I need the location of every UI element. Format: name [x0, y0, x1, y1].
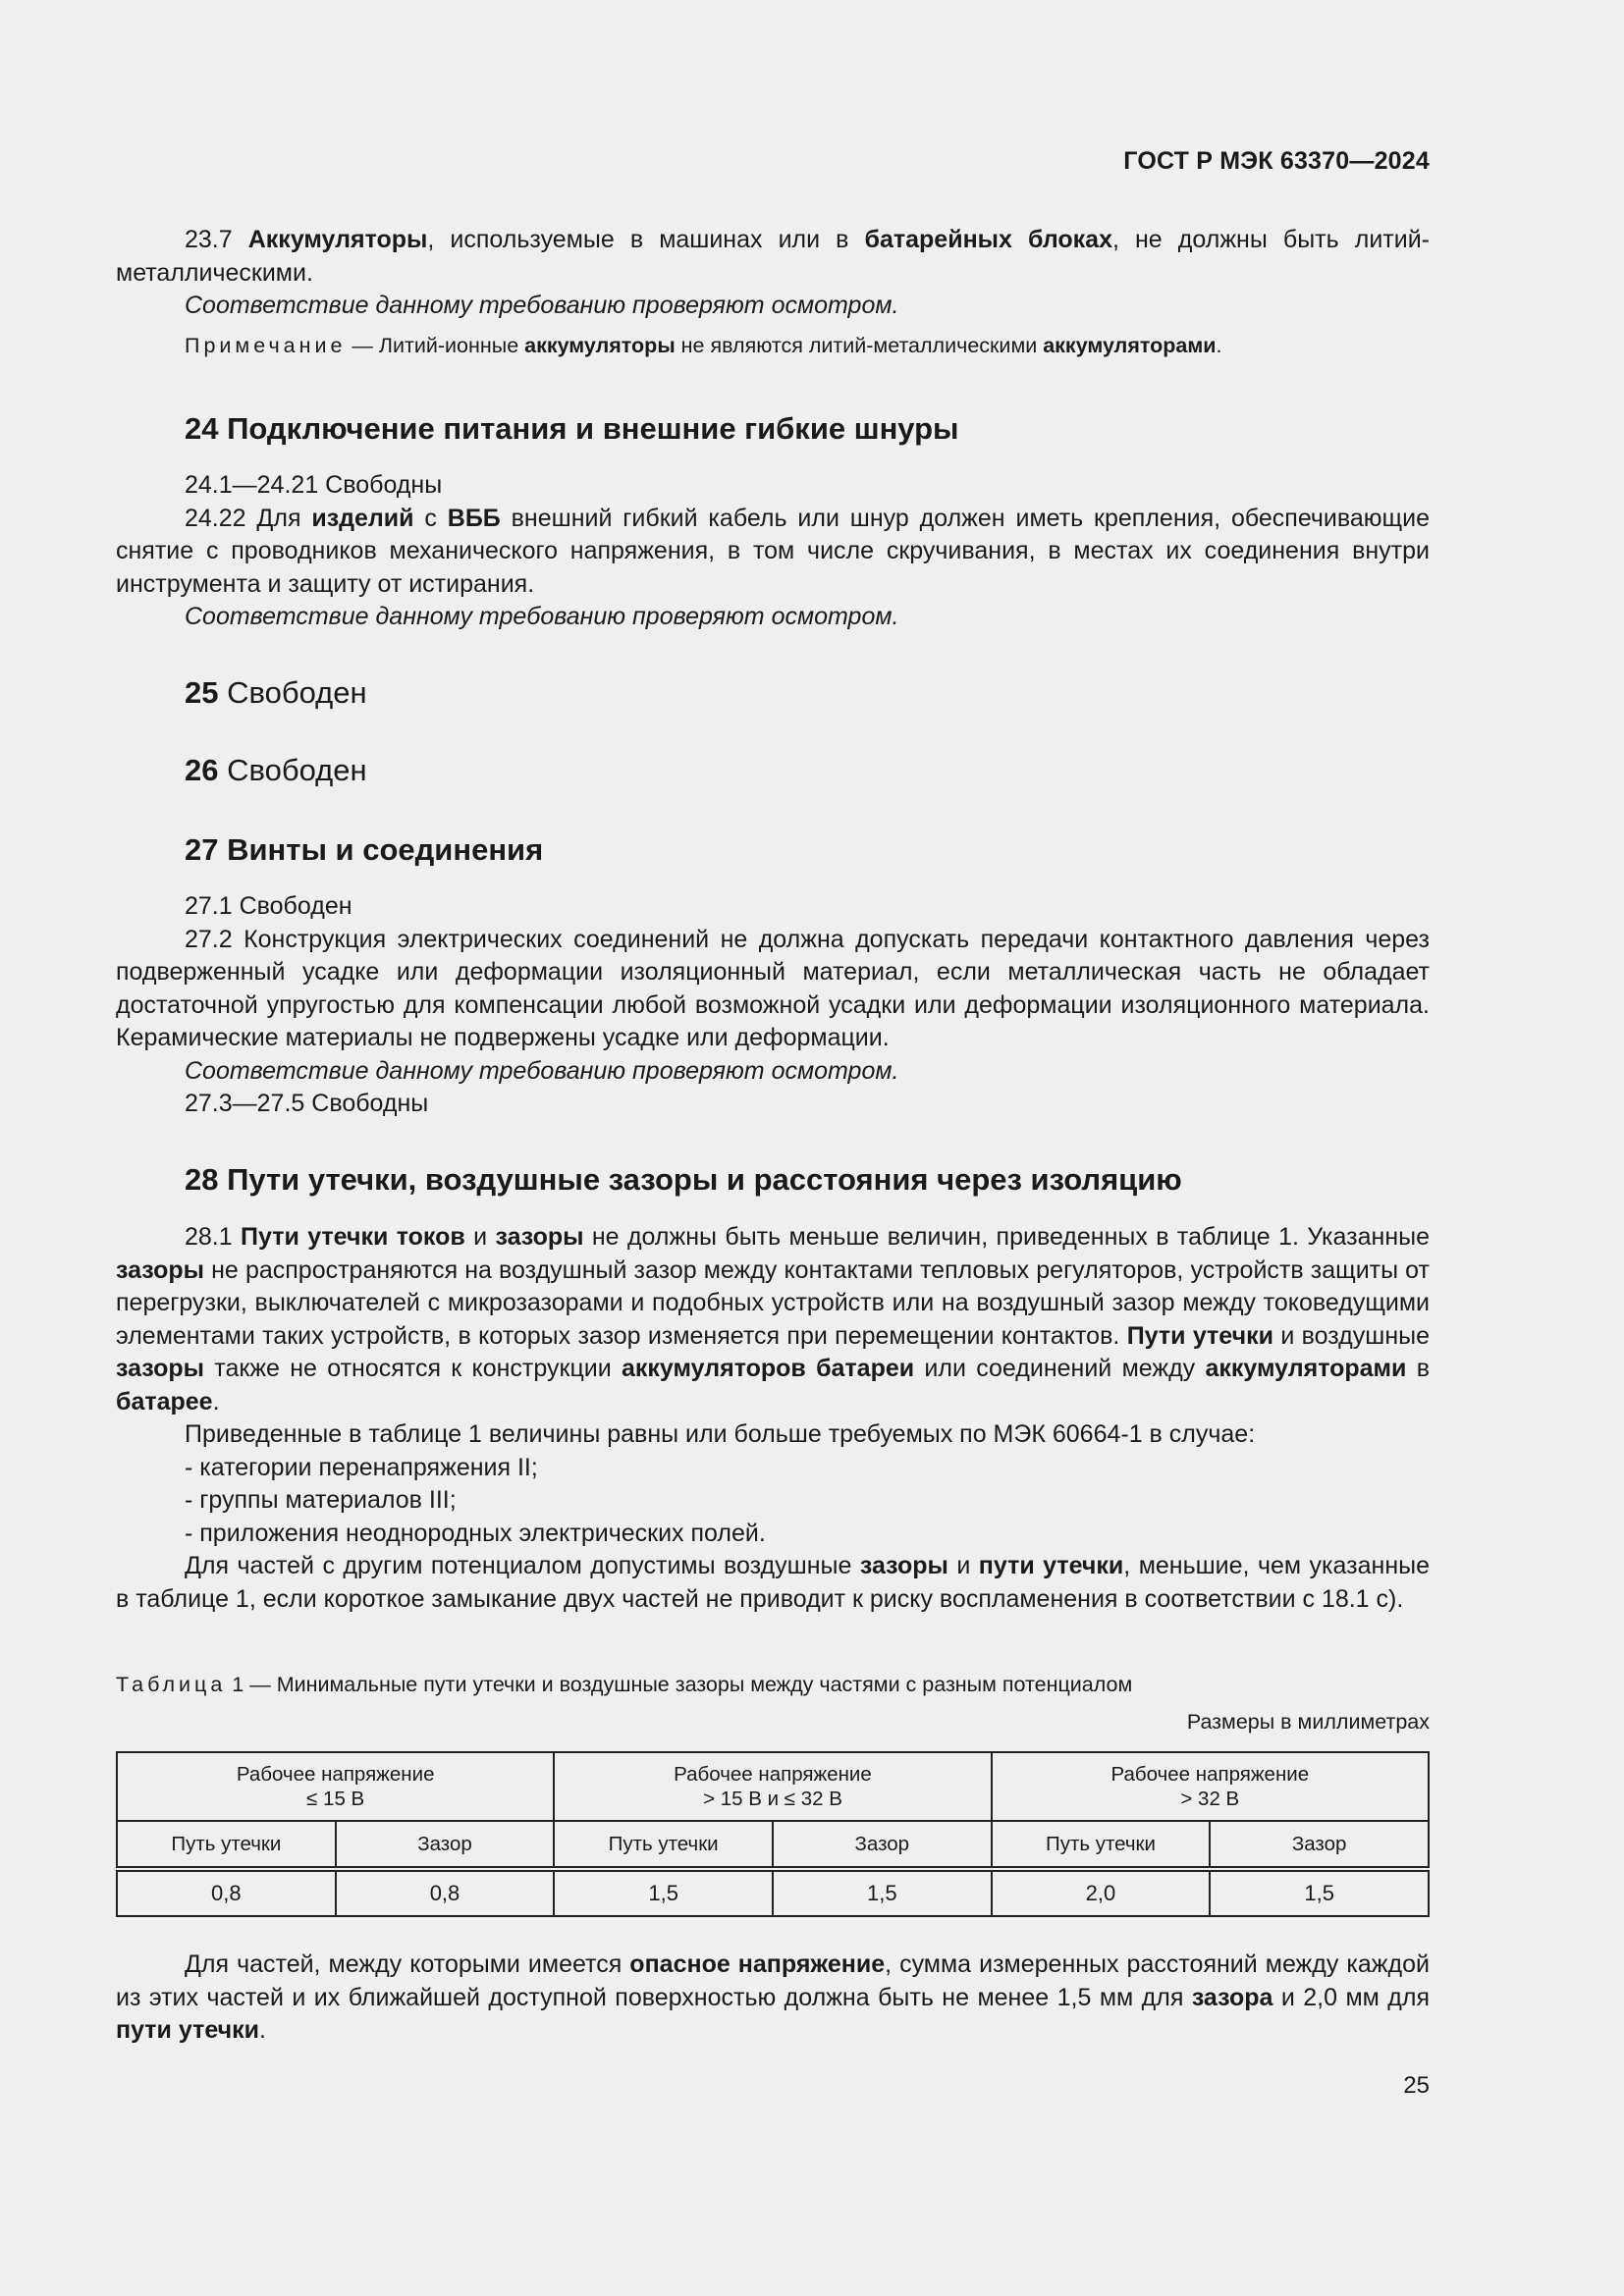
table-subheader: Зазор	[1210, 1821, 1429, 1869]
table-subheader: Зазор	[773, 1821, 992, 1869]
note-23-7: Примечание — Литий-ионные аккумуляторы не являются литий-металлическими аккумуляторами.	[185, 333, 1222, 357]
paragraph-24-1: 24.1—24.21 Свободны	[185, 471, 443, 499]
section-28-body	[116, 1221, 1430, 1616]
table-cell: 1,5	[1210, 1869, 1429, 1916]
table-1	[116, 1751, 1430, 1917]
table-row	[117, 1869, 1429, 1916]
table-header-row	[117, 1752, 1429, 1821]
section-26	[116, 751, 1430, 790]
section-23-7	[116, 224, 1430, 360]
table-cell: 2,0	[992, 1869, 1211, 1916]
table-cell: 1,5	[554, 1869, 773, 1916]
clearance-table	[116, 1751, 1430, 1917]
section-28	[116, 1160, 1430, 1200]
list-item: - категории перенапряжения II;	[185, 1453, 538, 1481]
paragraph-28-1-other: Для частей с другим потенциалом допустимы воздушные зазоры и пути утечки, меньшие, чем указанные в таблице 1, если короткое замыкание двух частей не приводит к риску воспламенения в соответствии с 18.1 c).	[116, 1552, 1431, 1613]
document-page	[116, 0, 1430, 2296]
compliance-text: Соответствие данному требованию проверяют осмотром.	[185, 1056, 899, 1085]
paragraph-27-1: 27.1 Свободен	[185, 892, 352, 920]
table-subheader: Путь утечки	[992, 1821, 1211, 1869]
table-caption: Таблица 1 — Минимальные пути утечки и воздушные зазоры между частями с разным потенциалом	[116, 1673, 1133, 1696]
section-27	[116, 830, 1430, 870]
section-heading-28: 28 Пути утечки, воздушные зазоры и расстояния через изоляцию	[185, 1162, 1182, 1197]
paragraph-27-2: 27.2 Конструкция электрических соединений не должна допускать передачи контактного давления через подверженный усадке или деформации изоляционный материал, если металлическая часть не обладает достаточной упругостью для компенсации любой возможной усадки или деформации изоляционного материала. Керамические материалы не подвержены усадке или деформации.	[116, 925, 1430, 1051]
section-25	[116, 673, 1430, 713]
page-number: 25	[1403, 2072, 1430, 2099]
paragraph-28-1-scope: Приведенные в таблице 1 величины равны или больше требуемых по МЭК 60664-1 в случае:	[185, 1420, 1256, 1448]
table-subheader: Путь утечки	[117, 1821, 336, 1869]
paragraph-hazardous-voltage: Для частей, между которыми имеется опасное напряжение, сумма измеренных расстояний между каждой из этих частей и их ближайшей доступной поверхностью должна быть не менее 1,5 мм для зазора и 2,0 мм для пути утечки.	[116, 1950, 1431, 2044]
paragraph-28-1: 28.1 Пути утечки токов и зазоры не должны быть меньше величин, приведенных в таблице 1. Указанные зазоры не распространяются на воздушный зазор между контактами тепловых регуляторов, устройств защиты от перегрузки, выключателей с микрозазорами и подобных устройств или на воздушный зазор между токоведущими элементами таких устройств, в которых зазор изменяется при перемещении контактов. Пути утечки и воздушные зазоры также не относятся к конструкции аккумуляторов батареи или соединений между аккумуляторами в батарее.	[116, 1223, 1431, 1415]
table-units: Размеры в миллиметрах	[1186, 1710, 1430, 1734]
section-27-body	[116, 890, 1430, 1121]
list-item: - приложения неоднородных электрических полей.	[185, 1519, 766, 1547]
table-cell: 0,8	[117, 1869, 336, 1916]
table-subheader: Зазор	[336, 1821, 555, 1869]
section-heading-27: 27 Винты и соединения	[185, 832, 544, 867]
section-24	[116, 409, 1430, 449]
paragraph-23-7: 23.7 Аккумуляторы, используемые в машинах или в батарейных блоках, не должны быть литий-металлическими.	[116, 226, 1430, 287]
section-heading-24: 24 Подключение питания и внешние гибкие шнуры	[185, 411, 959, 446]
paragraph-24-22: 24.22 Для изделий с ВББ внешний гибкий кабель или шнур должен иметь крепления, обеспечивающие снятие с проводников механического напряжения, в том числе скручивания, в местах их соединения внутри инструмента и защиту от истирания.	[116, 504, 1430, 598]
section-heading-26: 26 Свободен	[185, 753, 367, 787]
compliance-text: Соответствие данному требованию проверяют осмотром.	[185, 603, 899, 630]
compliance-text: Соответствие данному требованию проверяют осмотром.	[185, 292, 899, 319]
document-header: ГОСТ Р МЭК 63370—2024	[1123, 147, 1430, 175]
table-group-header: Рабочее напряжение ≤ 15 В	[117, 1752, 554, 1821]
table-group-header: Рабочее напряжение > 32 В	[992, 1752, 1429, 1821]
conditions-list	[116, 1452, 1430, 1551]
list-item: - группы материалов III;	[185, 1486, 457, 1514]
table-subheader-row	[117, 1821, 1429, 1869]
table-caption-block	[116, 1670, 1430, 1736]
table-group-header: Рабочее напряжение > 15 В и ≤ 32 В	[554, 1752, 991, 1821]
section-24-body	[116, 469, 1430, 634]
table-cell: 1,5	[773, 1869, 992, 1916]
section-heading-25: 25 Свободен	[185, 675, 367, 710]
paragraph-27-3: 27.3—27.5 Свободны	[185, 1090, 429, 1117]
section-28-closing	[116, 1949, 1430, 2048]
table-subheader: Путь утечки	[554, 1821, 773, 1869]
table-cell: 0,8	[336, 1869, 555, 1916]
